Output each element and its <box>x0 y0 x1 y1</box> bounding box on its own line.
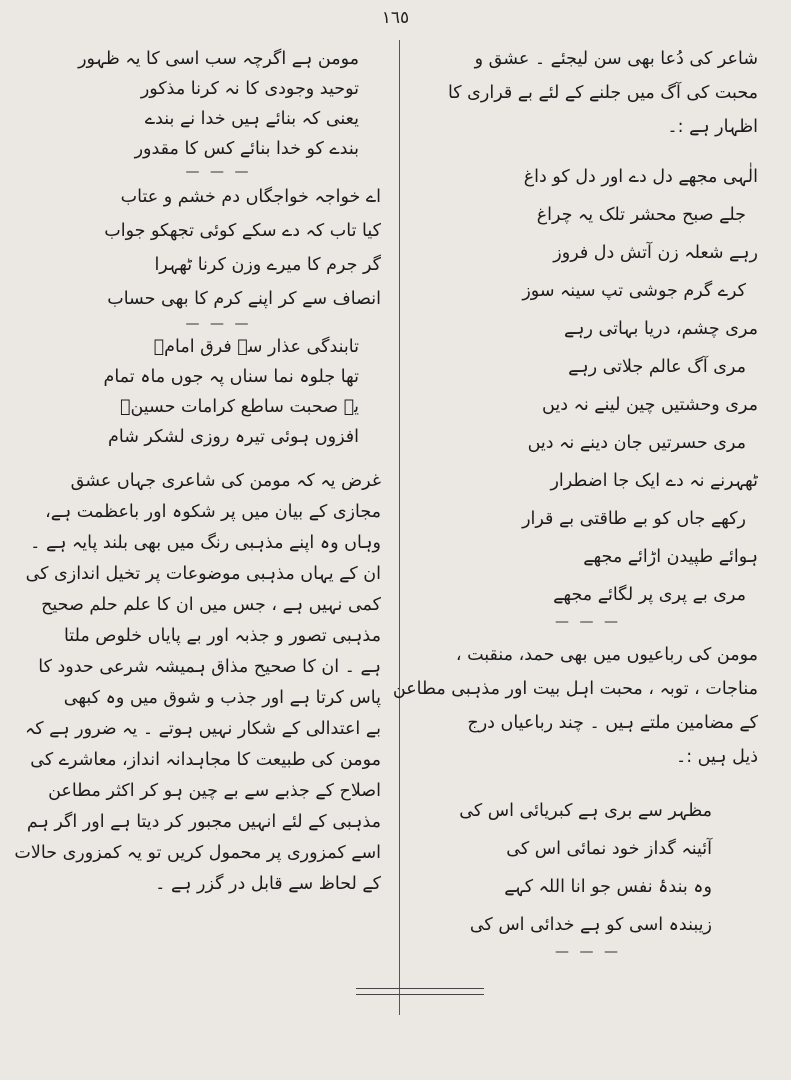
verse-line: مظہر سے بری ہے کبریائی اس کی <box>459 801 712 821</box>
left-column <box>14 44 381 900</box>
right-column <box>392 42 758 960</box>
verse-line: مری چشم، دریا بہاتی رہے <box>563 319 758 339</box>
verse-line: مومن ہے اگرچہ سب اسی کا یہ ظہور <box>78 49 359 69</box>
text-line: مذہبی تصور و جذبہ اور بے پایاں خلوص ملتا <box>63 626 381 646</box>
page-number: ١٦٥ <box>381 8 410 28</box>
text-line: اصلاح کے جذبے سے بے چین ہو کر اکثر مطاعن <box>48 781 381 801</box>
section-separator: — — — <box>555 944 621 960</box>
rubai-stanza <box>56 180 381 316</box>
verse-line: رکھے جاں کو بے طاقتی بے قرار <box>522 509 746 529</box>
verse-line: گر جرم کا میرے وزن کرنا ٹھہرا <box>154 255 381 275</box>
verse-line: یعنی کہ بنائے ہیں خدا نے بندے <box>144 109 359 129</box>
text-line: کمی نہیں ہے ، جس میں ان کا علم حلم صحیح <box>41 595 381 615</box>
text-line: محبت کی آگ میں جلنے کے لئے بے قراری کا <box>447 83 758 103</box>
verse-line: الٰہی مجھے دل دے اور دل کو داغ <box>523 167 758 187</box>
verse-line: جلے صبح محشر تلک یہ چراغ <box>536 205 746 225</box>
text-line: مذہبی کے لئے انہیں مجبور کر دیتا ہے اور اگر ہم <box>26 812 381 832</box>
masnavi-verse <box>418 158 758 614</box>
text-line: مومن کی رباعیوں میں بھی حمد، منقبت ، <box>455 645 758 665</box>
text-line: شاعر کی دُعا بھی سن لیجئے ۔ عشق و <box>474 49 758 69</box>
verse-line: انصاف سے کر اپنے کرم کا بھی حساب <box>107 289 381 309</box>
text-line: غرض یہ کہ مومن کی شاعری جہاں عشق <box>70 471 381 491</box>
text-line: اظہار ہے :۔ <box>667 117 758 137</box>
intro-paragraph <box>418 42 758 144</box>
verse-line: مری آگ عالم جلاتی رہے <box>568 357 746 377</box>
verse-line: توحید وجودی کا نہ کرنا مذکور <box>140 79 359 99</box>
text-line: ان کے یہاں مذہبی موضوعات پر تخیل اندازی کی <box>25 564 381 584</box>
text-line: مجازی کے بیان میں پر شکوہ اور باعظمت ہے، <box>45 502 381 522</box>
verse-line: ٹھہرنے نہ دے ایک جا اضطرار <box>550 471 758 491</box>
verse-line: مری وحشتیں چین لینے نہ دیں <box>542 395 758 415</box>
footer-double-rule <box>356 988 484 995</box>
text-line: وہاں وہ اپنے مذہبی رنگ میں بھی بلند پایہ ہے ۔ <box>30 533 381 553</box>
verse-line: رہے شعلہ زن آتش دل فروز <box>553 243 758 263</box>
verse-line: یہ صحبت ساطع کرامات حسینؓ <box>119 397 359 417</box>
text-line: کے مضامین ملتے ہیں ۔ چند رباعیاں درج <box>467 713 758 733</box>
verse-line: اے خواجہ خواجگاں دم خشم و عتاب <box>120 187 381 207</box>
verse-line: افزوں ہوئی تیرہ روزی لشکر شام <box>108 427 359 447</box>
section-separator: — — — <box>185 164 252 180</box>
text-line: کے لحاظ سے قابل در گزر ہے ۔ <box>155 874 381 894</box>
verse-line: زیبندہ اسی کو ہے خدائی اس کی <box>469 915 712 935</box>
verse-line: تابندگی عذار سے فرق امامؓ <box>153 337 359 357</box>
section-separator: — — — <box>185 316 252 332</box>
text-line: مومن کی طبیعت کا مجاہدانہ انداز، معاشرے کی <box>30 750 381 770</box>
verse-line: کیا تاب کہ دے سکے کوئی تجھکو جواب <box>104 221 381 241</box>
middle-paragraph <box>392 638 758 774</box>
text-line: مناجات ، توبہ ، محبت اہل بیت اور مذہبی مطاعن <box>392 679 758 699</box>
text-line: ذیل ہیں :۔ <box>675 747 758 767</box>
closing-paragraph <box>14 466 381 900</box>
text-line: پاس کرتا ہے اور جذب و شوق میں وہ کبھی <box>63 688 381 708</box>
section-separator: — — — <box>555 614 621 630</box>
rubai-stanza <box>418 792 758 944</box>
text-line: اسے کمزوری پر محمول کریں تو یہ کمزوری حالات <box>14 843 381 863</box>
verse-line: بندے کو خدا بنائے کس کا مقدور <box>134 139 359 159</box>
verse-line: کرے گرم جوشی تپ سینہ سوز <box>522 281 746 301</box>
verse-line: مری حسرتیں جان دینے نہ دیں <box>527 433 746 453</box>
rubai-stanza <box>56 332 381 452</box>
verse-line: تھا جلوہ نما سناں پہ جوں ماہ تمام <box>103 367 359 387</box>
text-line: ہے ۔ ان کا صحیح مذاق ہمیشہ شرعی حدود کا <box>38 657 381 677</box>
column-divider <box>399 40 400 1015</box>
rubai-stanza <box>56 44 381 164</box>
verse-line: ہوائے طپیدن اڑائے مجھے <box>583 547 758 567</box>
verse-line: وہ بندۂ نفس جو انا اللہ کہے <box>504 877 712 897</box>
verse-line: مری بے پری پر لگائے مجھے <box>553 585 746 605</box>
verse-line: آئینہ گداز خود نمائی اس کی <box>506 839 712 859</box>
text-line: بے اعتدالی کے شکار نہیں ہوتے ۔ یہ ضرور ہے کہ <box>24 719 381 739</box>
